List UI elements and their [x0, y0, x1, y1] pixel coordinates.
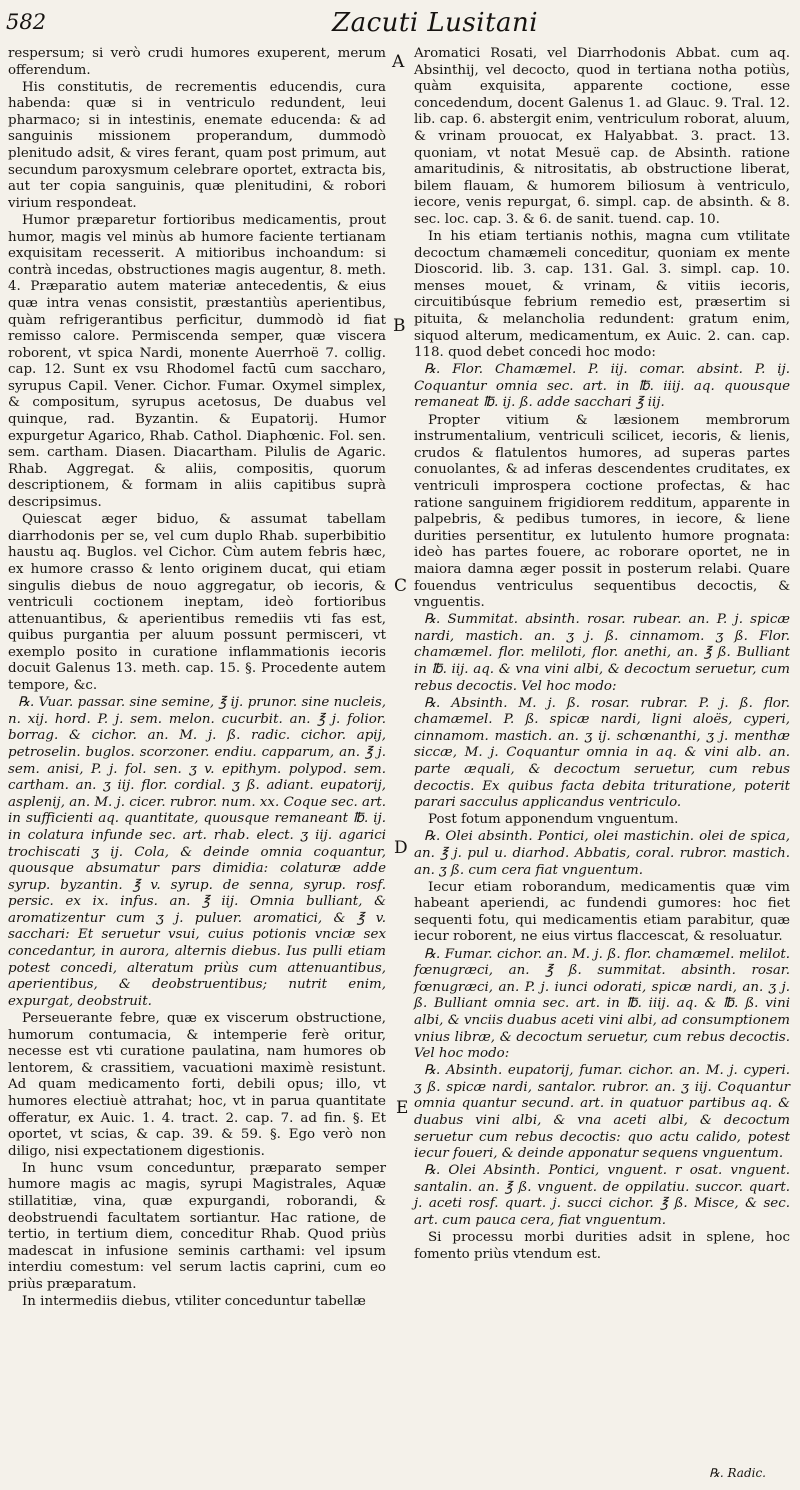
paragraph: respersum; si verò crudi humores exuperent, merum offerendum. — [8, 46, 386, 78]
running-title: Zacuti Lusitani — [332, 8, 539, 38]
paragraph: Si processu morbi durities adsit in splene, hoc fomento priùs vtendum est. — [414, 1230, 790, 1262]
recipe-paragraph: ℞. Olei Absinth. Pontici, vnguent. r osat. vnguent. santalin. an. ℥ ß. vnguent. de oppilatiu. succor. quart. j. aceti rosf. quart. j. succi cichor. ℥ ß. Misce, & sec. art. cum pauca cera, fiat vnguentum. — [414, 1163, 790, 1229]
recipe-paragraph: ℞. Vuar. passar. sine semine, ℥ ij. prunor. sine nucleis, n. xij. hord. P. j. sem. melon. cucurbit. an. ℥ j. folior. borrag. & cichor. an. M. j. ß. radic. cichor. apij, petroselin. buglos. scorzoner. endiu. capparum, an. ℥ j. sem. anisi, P. j. fol. sen. ʒ v. epithym. polypod. sem. cartham. an. ʒ iij. flor. cordial. ʒ ß. adiant. eupatorij, asplenij, an. M. j. cicer. rubror. num. xx. Coque sec. art. in sufficienti aq. quantitate, quousque remaneant ℔. ij. in colatura infunde sec. art. rhab. elect. ʒ iij. agarici trochiscati ʒ ij. Cola, & deinde omnia coquantur, quousque absumatur pars dimidia: colaturæ adde syrup. byzantin. ℥ v. syrup. de senna, syrup. rosf. persic. ex ix. infus. an. ℥ iij. Omnia bulliant, & aromatizentur cum ʒ j. puluer. aromatici, & ℥ v. sacchari: Et seruetur vsui, cuius potionis vnciæ sex concedantur, in aurora, alternis diebus. Ius pulli etiam potest concedi, alteratum priùs cum attenuantibus, aperientibus, & deobstruentibus; nutrit enim, expurgat, deobstruit. — [8, 695, 386, 1009]
paragraph: In his etiam tertianis nothis, magna cum vtilitate decoctum chamæmeli conceditur, quoniam ex mente Dioscorid. lib. 3. cap. 131. Gal. 3. simpl. cap. 10. menses mouet, & vrinam, & vitiis iecoris, circuitibúsque febrium remedio est, præsertim si pituita, & melancholia redundent: gratum enim, siquod alterum, medicamentum, ex Auic. 2. can. cap. 118. quod debet concedi hoc modo: — [414, 229, 790, 361]
paragraph: Quiescat æger biduo, & assumat tabellam diarrhodonis per se, vel cum duplo Rhab. superbibitio haustu aq. Buglos. vel Cichor. Cùm autem febris hæc, ex humore crasso & lento originem ducat, qui etiam singulis diebus de nouo aggregatur, ob iecoris, & ventriculi coctionem ineptam, ideò fortioribus attenuantibus, & aperientibus remediis vti fas est, quibus purgantia per aluum possunt permisceri, vt exemplo posito in curatione inflammationis iecoris docuit Galenus 13. meth. cap. 15. §. Procedente autem tempore, &c. — [8, 512, 386, 694]
recipe-paragraph: ℞. Summitat. absinth. rosar. rubear. an. P. j. spicæ nardi, mastich. an. ʒ j. ß. cinnamom. ʒ ß. Flor. chamæmel. flor. meliloti, flor. anethi, an. ℥ ß. Bulliant in ℔. iij. aq. & vna vini albi, & decoctum seruetur, cum rebus decoctis. Vel hoc modo: — [414, 612, 790, 694]
left-column — [8, 46, 386, 1311]
margin-letter-a: A — [392, 52, 405, 72]
margin-letter-d: D — [394, 838, 408, 858]
paragraph: In hunc vsum conceduntur, præparato semper humore magis ac magis, syrupi Magistrales, Aquæ stillatitiæ, vina, quæ expurgandi, roborandi, & deobstruendi facultatem sortiantur. Hac ratione, de tertio, in tertium diem, conceditur Rhab. Quod priùs madescat in infusione seminis carthami: vel ipsum interdiu comestum: vel serum lactis caprini, cum eo priùs præparatum. — [8, 1160, 386, 1292]
margin-letter-c: C — [394, 576, 408, 596]
recipe-paragraph: ℞. Absinth. eupatorij, fumar. cichor. an. M. j. cyperi. ʒ ß. spicæ nardi, santalor. rubror. an. ʒ iij. Coquantur omnia quantur secund. art. in quatuor partibus aq. & duabus vini albi, & vna aceti albi, & decoctum seruetur cum rebus decoctis: quo actu calido, potest iecur foueri, & deinde apponatur sequens vnguentum. — [414, 1063, 790, 1162]
recipe-paragraph: ℞. Absinth. M. j. ß. rosar. rubrar. P. j. ß. flor. chamæmel. P. ß. spicæ nardi, ligni aloës, cyperi, cinnamom. mastich. an. ʒ ij. schœnanthi, ʒ j. menthæ siccæ, M. j. Coquantur omnia in aq. & vini alb. an. parte æquali, & decoctum seruetur, cum rebus decoctis. Ex quibus facta debita trituratione, poterit parari sacculus applicandus ventriculo. — [414, 695, 790, 811]
recipe-paragraph: ℞. Fumar. cichor. an. M. j. ß. flor. chamæmel. melilot. fœnugræci, an. ℥ ß. summitat. absinth. rosar. fœnugræci, an. P. j. iunci odorati, spicæ nardi, an. ʒ j. ß. Bulliant omnia sec. art. in ℔. iiij. aq. & ℔. ß. vini albi, & vnciis duabus aceti vini albi, ad consumptionem vnius libræ, & decoctum seruetur, cum rebus decoctis. Vel hoc modo: — [414, 946, 790, 1062]
catchword: ℞. Radic. — [709, 1466, 766, 1480]
right-column — [414, 46, 790, 1264]
margin-letter-e: E — [396, 1098, 409, 1118]
paragraph: Iecur etiam roborandum, medicamentis quæ vim habeant aperiendi, ac fundendi gumores: hoc fiet sequenti fotu, qui medicamentis etiam parabitur, quæ iecur roborent, ne eius virtus flaccescat, & resoluatur. — [414, 879, 790, 945]
recipe-paragraph: ℞. Olei absinth. Pontici, olei mastichin. olei de spica, an. ℥ j. pul u. diarhod. Abbatis, coral. rubror. mastich. an. ʒ ß. cum cera fiat vnguentum. — [414, 829, 790, 878]
paragraph: Perseuerante febre, quæ ex viscerum obstructione, humorum contumacia, & intemperie ferè oritur, necesse est vti curatione paulatina, nam humores ob lentorem, & crassitiem, vacuationi maximè resistunt. Ad quam medicamento forti, debili opus; illo, vt humores electiuè attrahat; hoc, vt in parua quantitate offeratur, ex Auic. 1. 4. tract. 2. cap. 7. ad fin. §. Et oportet, vt scias, & cap. 39. & 59. §. Ego verò non diligo, nisi expectationem digestionis. — [8, 1010, 386, 1159]
recipe-paragraph: ℞. Flor. Chamæmel. P. iij. comar. absint. P. ij. Coquantur omnia sec. art. in ℔. iiij. aq. quousque remaneat ℔. ij. ß. adde sacchari ℥ iij. — [414, 362, 790, 411]
paragraph: His constitutis, de recrementis educendis, cura habenda: quæ si in ventriculo redundent, leui pharmaco; si in intestinis, enemate educenda: & ad sanguinis missionem properandum, dummodò plenitudo adsit, & vires ferant, quam post primum, aut secundum paroxysmum celebrare oportet, extracta bis, aut ter copia sanguinis, quæ plenitudini, & robori virium respondeat. — [8, 79, 386, 211]
paragraph: Aromatici Rosati, vel Diarrhodonis Abbat. cum aq. Absinthij, vel decocto, quod in tertiana notha potiùs, quàm exquisita, apparente coctione, esse concedendum, docent Galenus 1. ad Glauc. 9. Tral. 12. lib. cap. 6. abstergit enim, ventriculum roborat, aluum, & vrinam prouocat, ex Halyabbat. 3. pract. 13. quoniam, vt notat Mesuë cap. de Absinth. ratione amaritudinis, & nitrositatis, ab obstructione liberat, bilem flauam, & humorem biliosum à ventriculo, iecore, venis repurgat, 6. simpl. cap. de absinth. & 8. sec. loc. cap. 3. & 6. de sanit. tuend. cap. 10. — [414, 46, 790, 227]
page-header — [0, 0, 800, 40]
page-number: 582 — [6, 10, 47, 34]
paragraph: Propter vitium & læsionem membrorum instrumentalium, ventriculi scilicet, iecoris, & lienis, crudos & flatulentos humores, ad superas partes conuolantes, & ad inferas descendentes cruditates, ex ventriculi improspera coctione profectas, & hac ratione sanguinem frigidiorem redditum, apparente in palpebris, & pedibus tumores, in iecore, & liene durities persentitur, ex lutulento humore prognata: ideò has partes fouere, ac roborare oportet, ne in maiora damna æger possit in posterum relabi. Quare fouendus ventriculus sequentibus decoctis, & vnguentis. — [414, 412, 790, 611]
margin-letter-b: B — [393, 316, 406, 336]
paragraph: In intermediis diebus, vtiliter conceduntur tabellæ — [22, 1294, 366, 1310]
paragraph: Humor præparetur fortioribus medicamentis, prout humor, magis vel minùs ab humore faciente tertianam exquisitam recesserit. A mitioribus inchoandum: si contrà incedas, obstructiones magis augentur, 8. meth. 4. Præparatio autem materiæ antecedentis, & eius quæ intra venas consistit, præstantiùs aperientibus, quàm refrigerantibus perficitur, dummodò id fiat remisso calore. Permiscenda semper, quæ viscera roborent, vt spica Nardi, monente Auerrhoë 7. collig. cap. 12. Sunt ex vsu Rhodomel factū cum saccharo, syrupus Capil. Vener. Cichor. Fumar. Oxymel simplex, & compositum, syrupus acetosus, De duabus vel quinque, rad. Byzantin. & Eupatorij. Humor expurgetur Agarico, Rhab. Cathol. Diaphœnic. Fol. sen. sem. cartham. Diasen. Diacartham. Pilulis de Agaric. Rhab. Aggregat. & aliis, compositis, quorum descriptionem, & formam in aliis capitibus suprà descripsimus. — [8, 212, 386, 511]
paragraph: Post fotum apponendum vnguentum. — [428, 812, 679, 828]
